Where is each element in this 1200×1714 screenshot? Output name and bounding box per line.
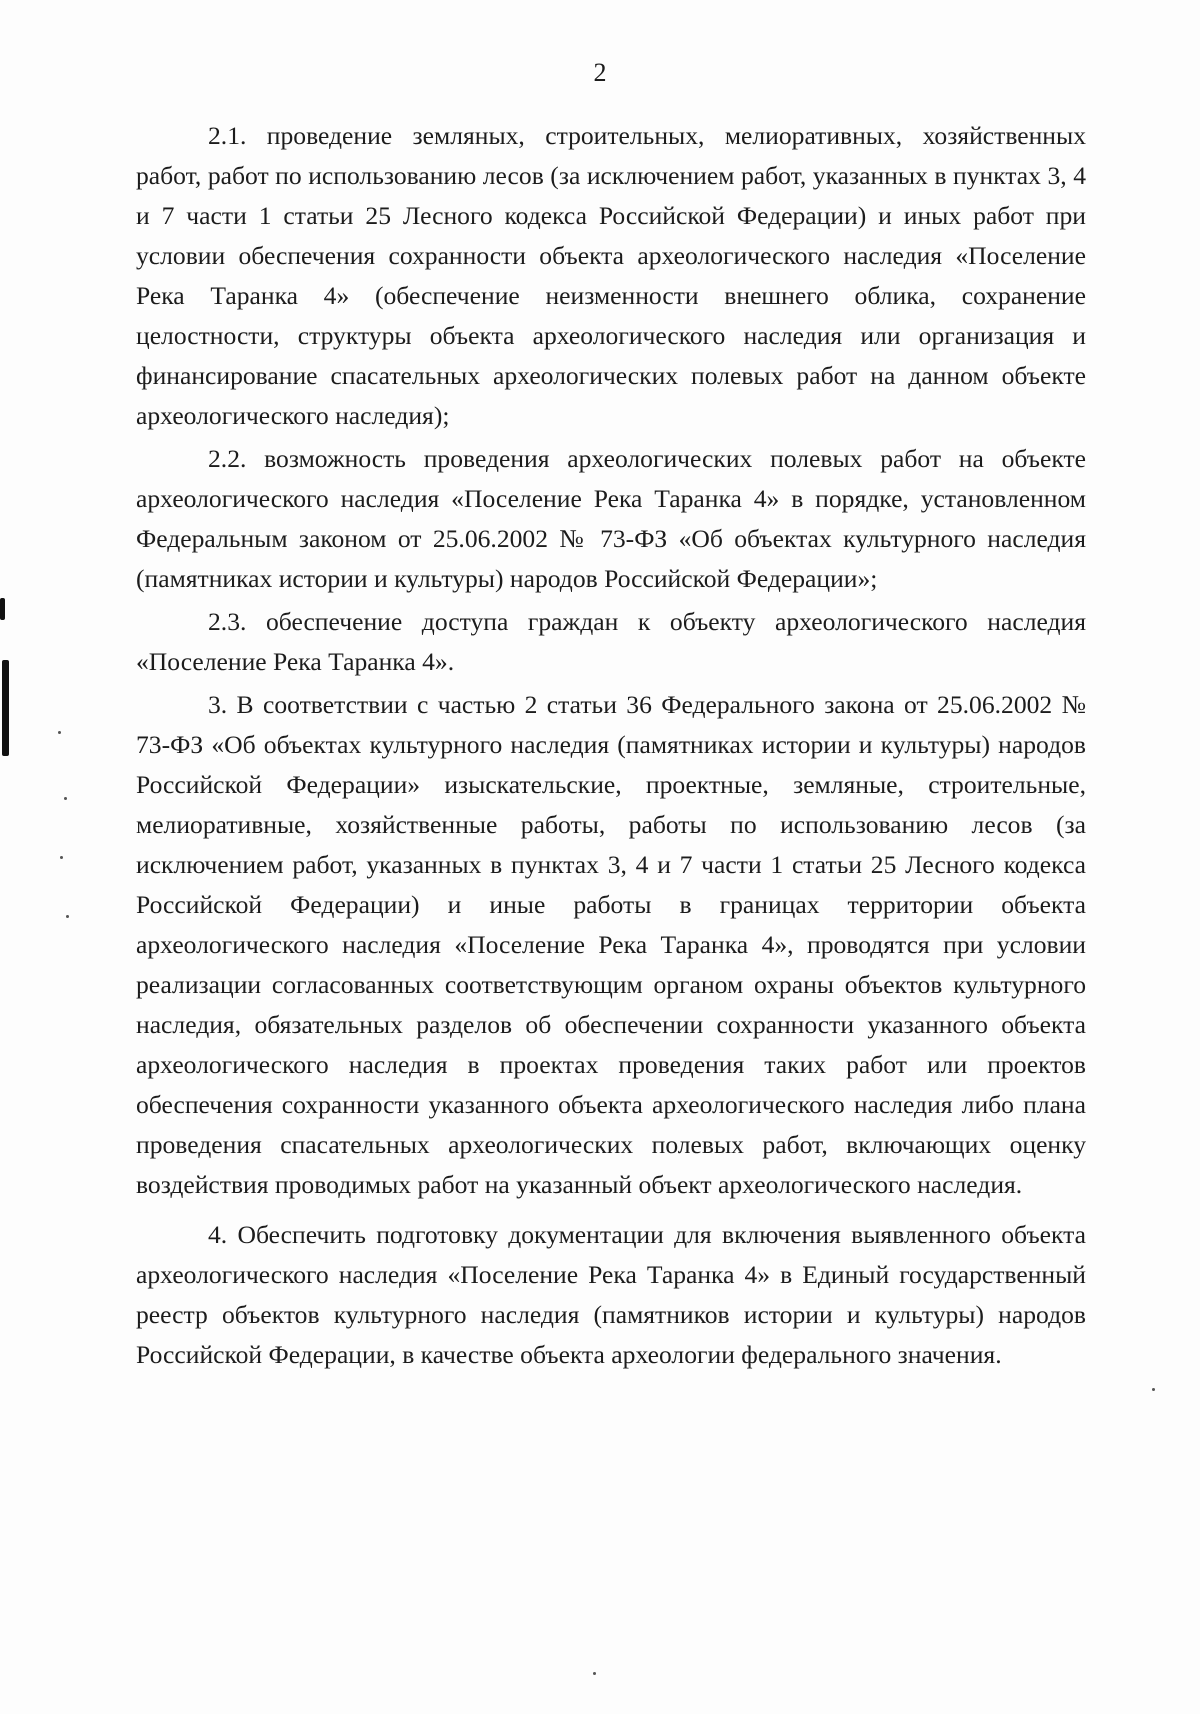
page-number: 2 — [593, 58, 607, 87]
binding-mark — [0, 598, 5, 620]
document-body — [136, 116, 1086, 1375]
paragraph-4: 4. Обеспечить подготовку документации для включения выявленного объекта археологического наследия «Поселение Река Таранка 4» в Единый государственный реестр объектов культурного наследия (памятников истории и культуры) народов Российской Федерации, в качестве объекта археологии федерального значения. — [136, 1220, 1086, 1369]
paragraph-2-3: 2.3. обеспечение доступа граждан к объекту археологического наследия «Поселение Река Таранка 4». — [136, 607, 1086, 676]
scan-speck — [1152, 1388, 1155, 1391]
scan-speck — [60, 856, 63, 859]
binding-mark — [2, 660, 9, 756]
paragraph-2-1: 2.1. проведение земляных, строительных, мелиоративных, хозяйственных работ, работ по использованию лесов (за исключением работ, указанных в пунктах 3, 4 и 7 части 1 статьи 25 Лесного кодекса Российской Федерации) и иных работ при условии обеспечения сохранности объекта археологического наследия «Поселение Река Таранка 4» (обеспечение неизменности внешнего облика, сохранение целостности, структуры объекта археологического наследия или организация и финансирование спасательных археологических полевых работ на данном объекте археологического наследия); — [136, 121, 1086, 430]
scan-speck — [66, 915, 69, 918]
paragraph-2-2: 2.2. возможность проведения археологических полевых работ на объекте археологического наследия «Поселение Река Таранка 4» в порядке, установленном Федеральным законом от 25.06.2002 № 73-ФЗ «Об объектах культурного наследия (памятниках истории и культуры) народов Российской Федерации»; — [136, 444, 1086, 593]
scan-speck — [593, 1672, 596, 1675]
scan-speck — [58, 731, 61, 734]
scan-speck — [64, 797, 67, 800]
paragraph-3: 3. В соответствии с частью 2 статьи 36 Федерального закона от 25.06.2002 № 73-ФЗ «Об объектах культурного наследия (памятниках истории и культуры) народов Российской Федерации» изыскательские, проектные, земляные, строительные, мелиоративные, хозяйственные работы, работы по использованию лесов (за исключением работ, указанных в пунктах 3, 4 и 7 части 1 статьи 25 Лесного кодекса Российской Федерации) и иные работы в границах территории объекта археологического наследия «Поселение Река Таранка 4», проводятся при условии реализации согласованных соответствующим органом охраны объектов культурного наследия, обязательных разделов об обеспечении сохранности указанного объекта археологического наследия в проектах проведения таких работ или проектов обеспечения сохранности указанного объекта археологического наследия либо плана проведения спасательных археологических полевых работ, включающих оценку воздействия проводимых работ на указанный объект археологического наследия. — [136, 690, 1086, 1199]
